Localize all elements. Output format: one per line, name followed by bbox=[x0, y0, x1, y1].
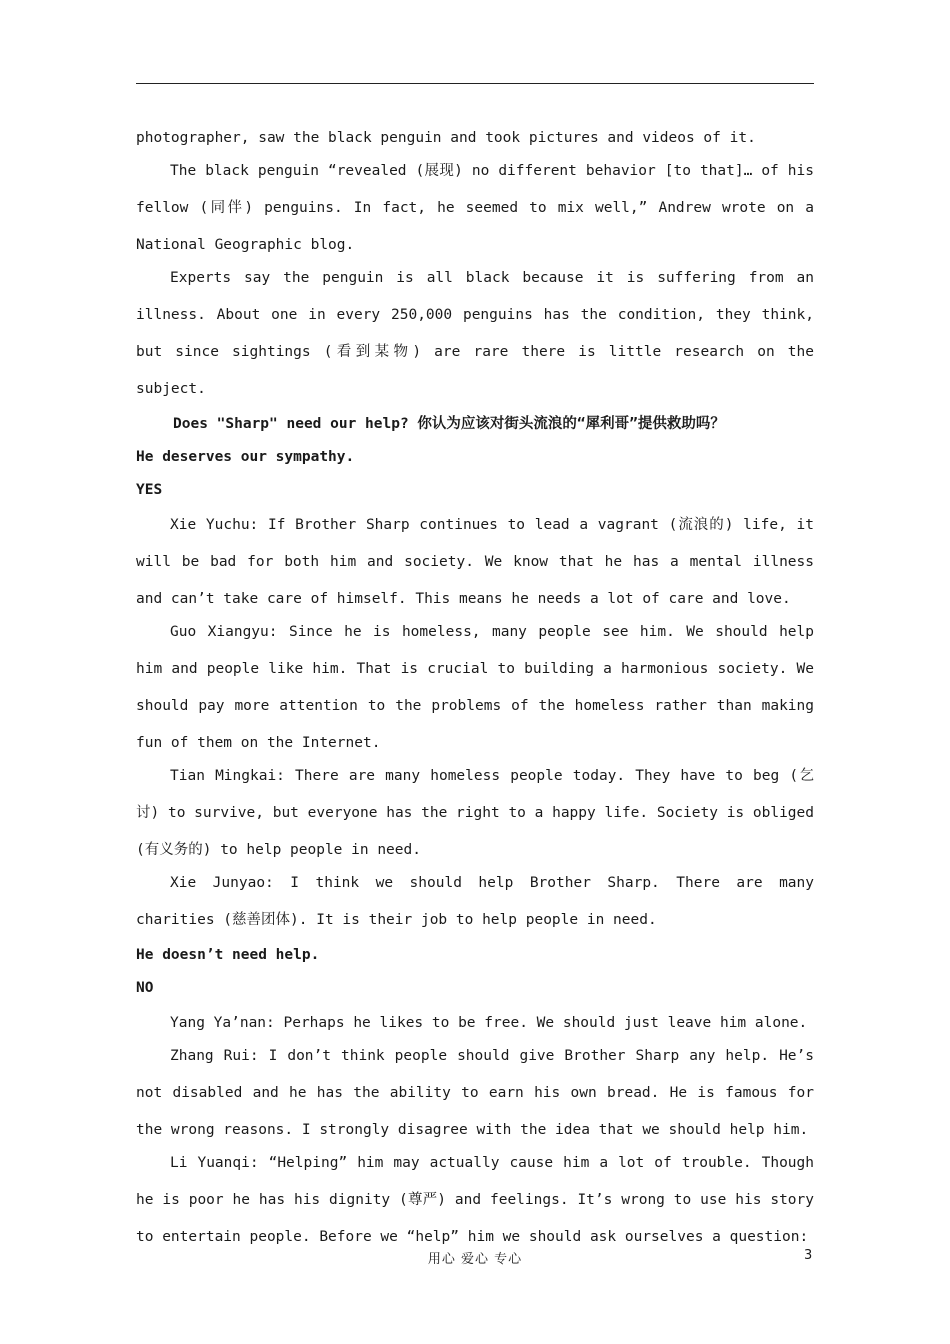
section-subheading: He doesn’t need help. bbox=[136, 947, 320, 963]
paragraph-continuation: photographer, saw the black penguin and took pictures and videos of it. bbox=[136, 130, 756, 146]
section-label-no: NO bbox=[136, 980, 154, 996]
header-rule bbox=[136, 83, 814, 84]
opinion-paragraph: Guo Xiangyu: Since he is homeless, many people see him. We should help him and people like him. That is crucial to building a harmonious society. We should pay more attention to the problems of the homeless rather than making fun of them on the Internet. bbox=[136, 624, 814, 751]
question-heading: Does "Sharp" need our help? 你认为应该对街头流浪的“犀利哥”提供救助吗？ bbox=[173, 416, 725, 432]
section-subheading: He deserves our sympathy. bbox=[136, 449, 355, 465]
opinion-paragraph: Xie Junyao: I think we should help Brother Sharp. There are many charities (慈善团体). It is their job to help people in need. bbox=[136, 875, 814, 928]
opinion-paragraph: Tian Mingkai: There are many homeless people today. They have to beg (乞讨) to survive, but everyone has the right to a happy life. Society is obliged (有义务的) to help people in need. bbox=[136, 768, 814, 858]
section-label-yes: YES bbox=[136, 482, 163, 498]
page-footer: 用心 爱心 专心 bbox=[427, 1252, 523, 1267]
opinion-paragraph: Zhang Rui: I don’t think people should give Brother Sharp any help. He’s not disabled and he has the ability to earn his own bread. He is famous for the wrong reasons. I strongly disagree with the idea that we should help him. bbox=[136, 1048, 814, 1138]
opinion-paragraph: Xie Yuchu: If Brother Sharp continues to lead a vagrant (流浪的) life, it will be bad for both him and society. We know that he has a mental illness and can’t take care of himself. This means he needs a lot of care and love. bbox=[136, 517, 814, 607]
opinion-paragraph: Li Yuanqi: “Helping” him may actually cause him a lot of trouble. Though he is poor he has his dignity (尊严) and feelings. It’s wrong to use his story to entertain people. Before we “help” him we should ask ourselves a question: bbox=[136, 1155, 814, 1245]
page-number: 3 bbox=[804, 1248, 813, 1263]
opinion-paragraph: Yang Ya’nan: Perhaps he likes to be free. We should just leave him alone. bbox=[170, 1015, 808, 1031]
paragraph: Experts say the penguin is all black because it is suffering from an illness. About one in every 250,000 penguins has the condition, they think, but since sightings (看到某物) are rare there is little research on the subject. bbox=[136, 270, 814, 397]
paragraph: The black penguin “revealed (展现) no different behavior [to that]… of his fellow (同伴) penguins. In fact, he seemed to mix well,” Andrew wrote on a National Geographic blog. bbox=[136, 163, 814, 253]
document-body bbox=[136, 120, 814, 1256]
